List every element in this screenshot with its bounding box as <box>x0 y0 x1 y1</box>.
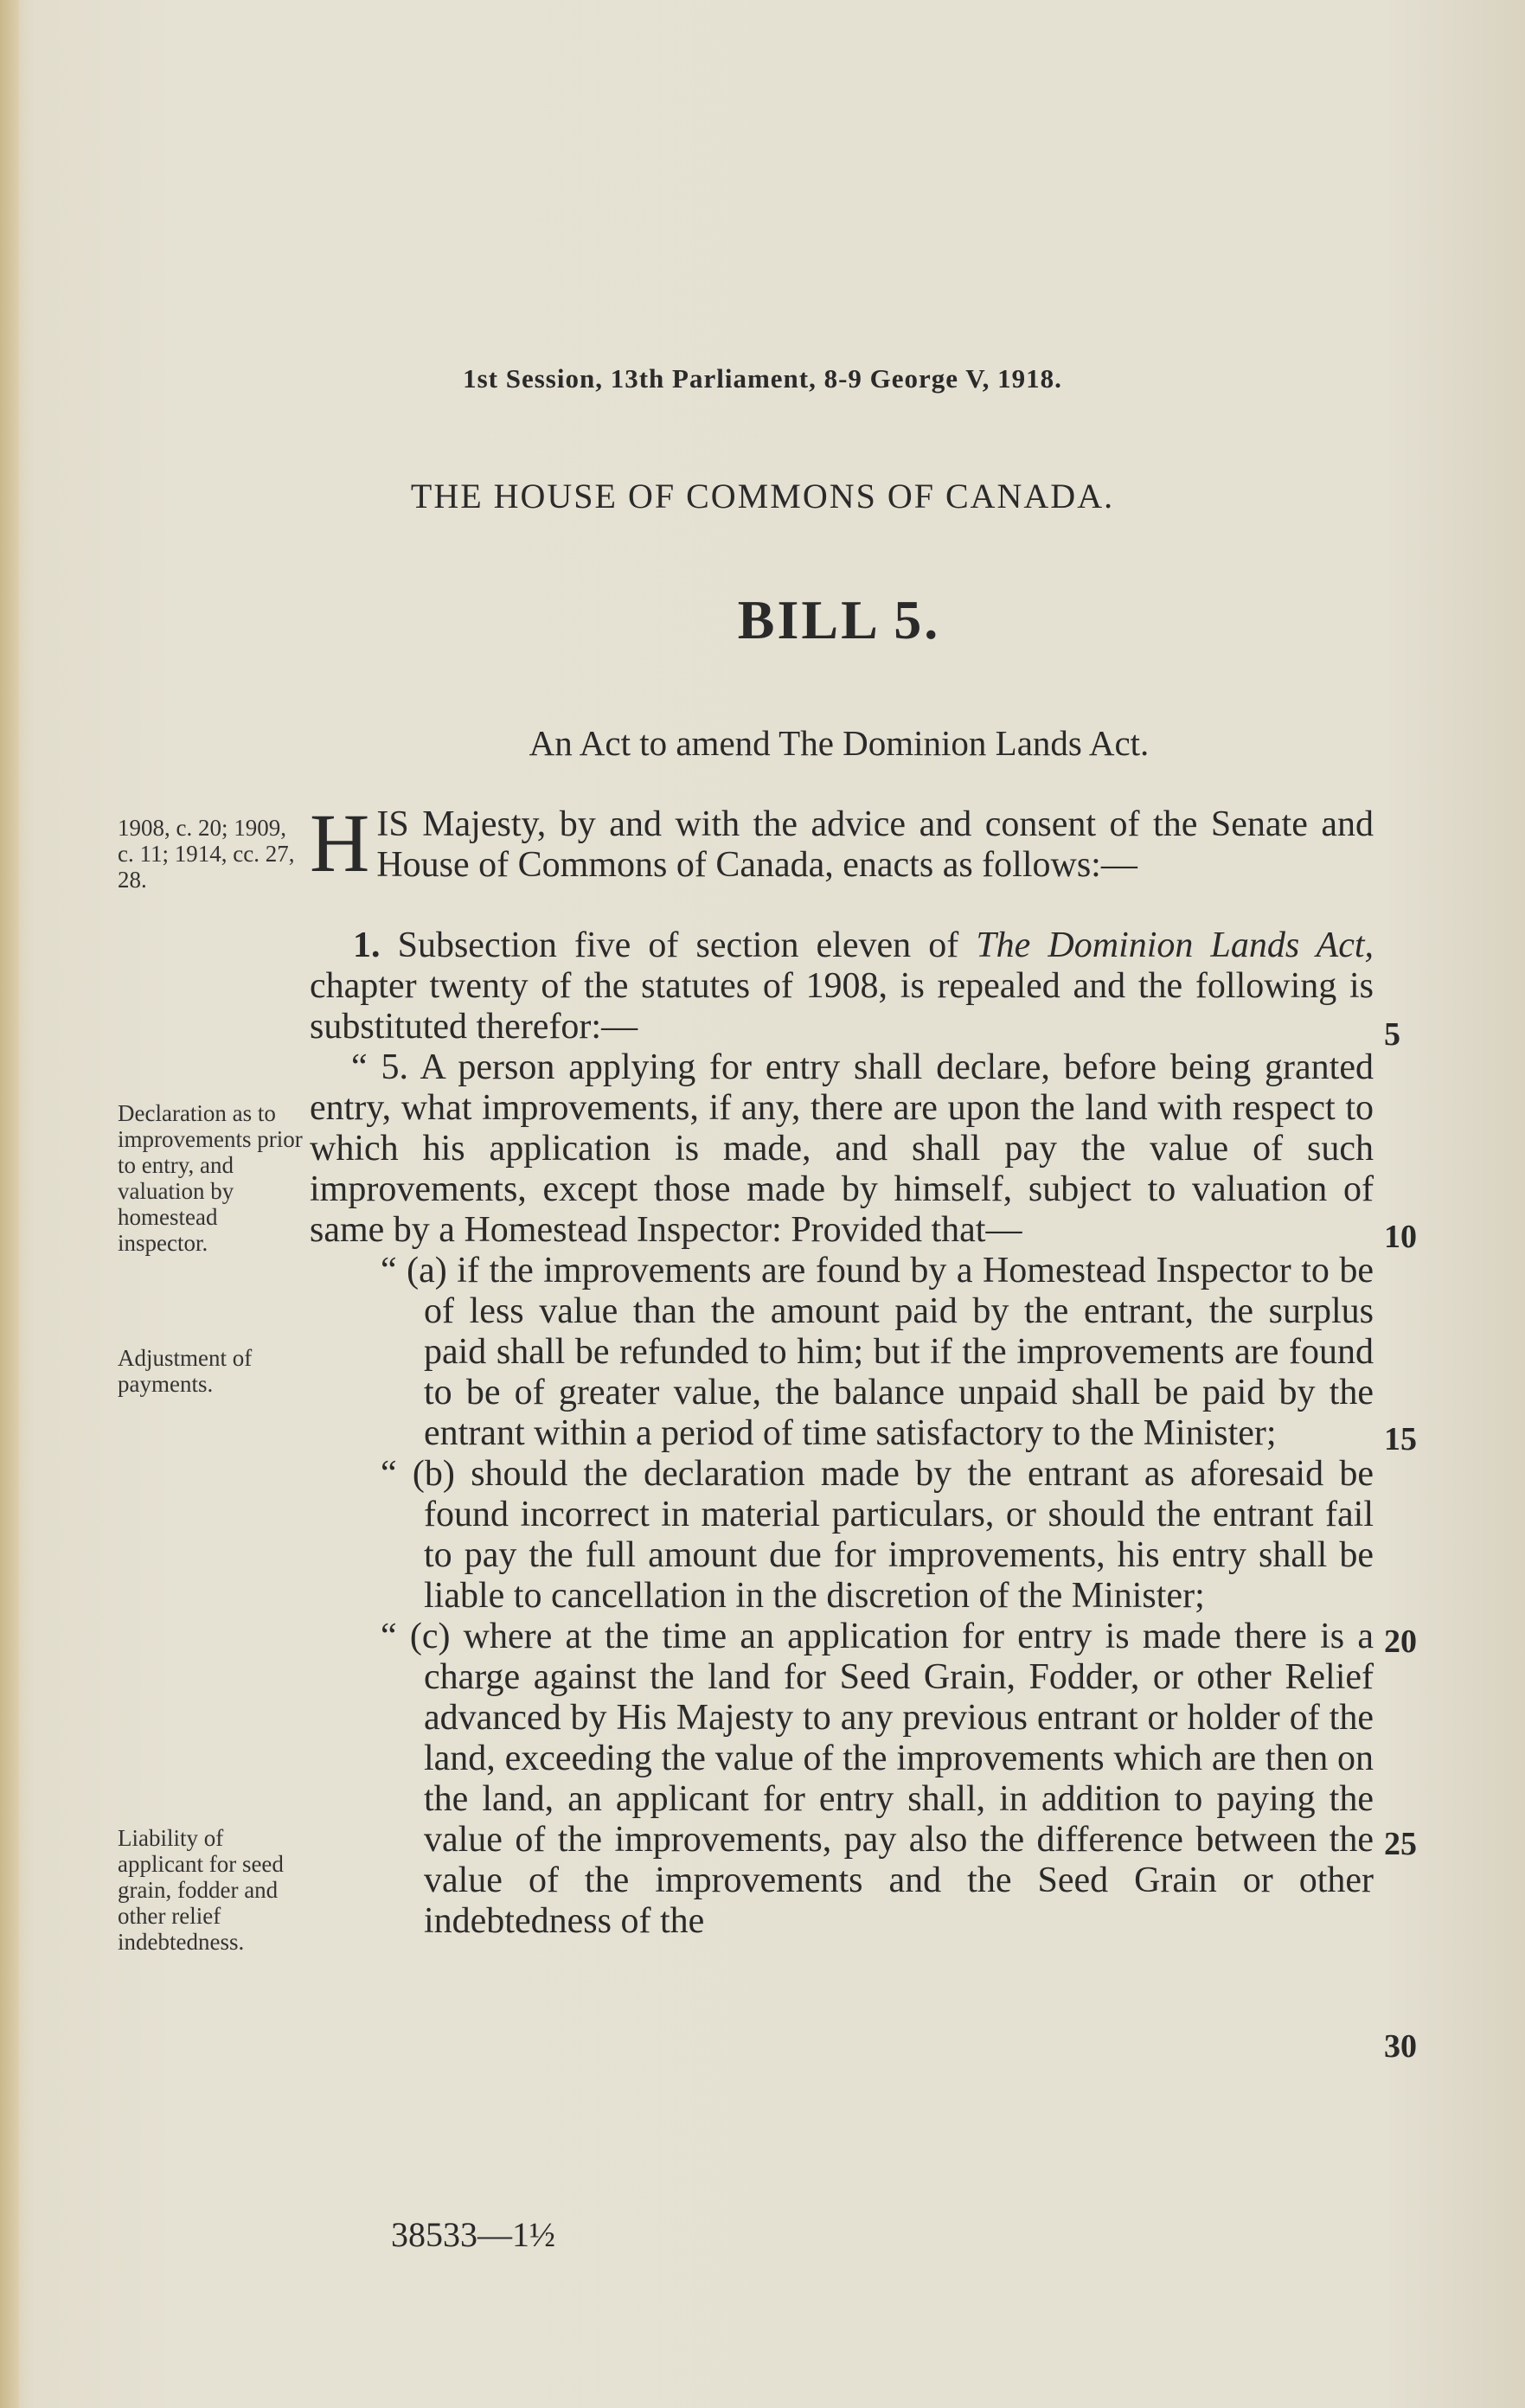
line-number: 20 <box>1384 1623 1417 1660</box>
subsection-5: “ 5. A person applying for entry shall declare, before being granted entry, what improvements, if any, there are upon the land with respect to which his application is made, and shall pay the value of such improvements, except those made by himself, subject to valuation of same by a Homestead Inspector: Provided that— <box>310 1047 1374 1250</box>
margin-note-liability: Liability of applicant for seed grain, fodder and other relief indebtedness. <box>118 1825 284 1955</box>
margin-note-declaration: Declaration as to improvements prior to entry, and valuation by homestead inspector. <box>118 1100 303 1256</box>
print-code: 38533—1½ <box>391 2215 555 2254</box>
clause-text: if the improvements are found by a Homestead Inspector to be of less value than the amount paid by the entrant, the surplus paid shall be refunded to him; but if the improvements are found to be of greater value, the balance unpaid shall be paid by the entrant within a period of time satisfactory to the Minister; <box>424 1251 1374 1453</box>
clause-a <box>310 1251 1374 1454</box>
line-number: 15 <box>1384 1421 1417 1457</box>
line-number: 25 <box>1384 1826 1417 1862</box>
bill-number: BILL 5. <box>737 589 941 650</box>
clause-c <box>310 1617 1374 1942</box>
dropcap-letter: H <box>310 797 370 889</box>
section-1-text-before: Subsection five of section eleven of <box>397 925 959 965</box>
line-number: 10 <box>1384 1219 1417 1255</box>
clause-b <box>310 1454 1374 1617</box>
page-binding-edge <box>0 0 19 2408</box>
section-1 <box>310 925 1374 1047</box>
line-number: 30 <box>1384 2028 1417 2065</box>
clause-label: “ (c) <box>381 1617 451 1656</box>
bill-body <box>310 797 1374 1942</box>
section-1-text-after: chapter twenty of the statutes of 1908, is repealed and the following is substituted therefor:— <box>310 966 1374 1047</box>
clause-label: “ (a) <box>381 1251 447 1290</box>
clause-text: should the declaration made by the entrant as aforesaid be found incorrect in material particulars, or should the entrant fail to pay the full amount due for improvements, his entry shall be liable to cancellation in the discretion of the Minister; <box>424 1454 1374 1616</box>
line-number: 5 <box>1384 1016 1400 1053</box>
house-heading: THE HOUSE OF COMMONS OF CANADA. <box>410 477 1115 516</box>
section-number: 1. <box>353 925 381 965</box>
clause-label: “ (b) <box>381 1454 455 1494</box>
act-title: An Act to amend The Dominion Lands Act. <box>529 723 1150 763</box>
act-name: The Dominion Lands Act, <box>976 925 1374 965</box>
enacting-clause <box>310 797 1374 889</box>
session-line: 1st Session, 13th Parliament, 8-9 George V, 1918. <box>463 363 1062 394</box>
clause-text: where at the time an application for entry is made there is a charge against the land for Seed Grain, Fodder, or other Relief advanced by His Majesty to any previous entrant or holder of the land, exceeding the value of the improvements which are then on the land, an applicant for entry shall, in addition to paying the value of the improvements, pay also the difference between the value of the improvements and the Seed Grain or other indebtedness of the <box>424 1617 1374 1941</box>
enacting-text: IS Majesty, by and with the advice and consent of the Senate and House of Commons of Canada, enacts as follows:— <box>376 804 1374 885</box>
margin-note-statutes: 1908, c. 20; 1909, c. 11; 1914, cc. 27, 28. <box>118 815 295 893</box>
margin-note-adjustment: Adjustment of payments. <box>118 1345 253 1397</box>
